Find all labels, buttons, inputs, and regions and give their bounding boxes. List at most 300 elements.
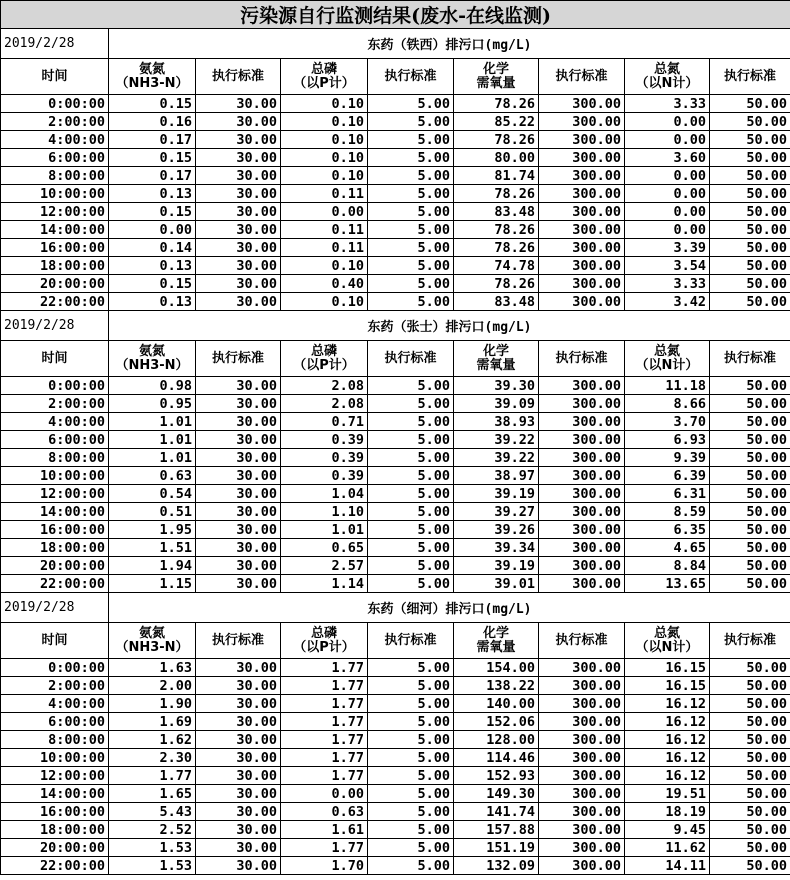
value-cell: 1.77 (281, 659, 368, 677)
table-row (1, 731, 790, 749)
value-cell: 50.00 (710, 677, 790, 695)
value-cell: 78.26 (454, 95, 539, 113)
value-cell: 50.00 (710, 575, 790, 593)
value-cell: 0.00 (625, 203, 710, 221)
value-cell: 5.00 (368, 659, 454, 677)
value-cell: 0.63 (281, 803, 368, 821)
value-cell: 39.01 (454, 575, 539, 593)
column-header: 执行标准 (539, 623, 625, 659)
value-cell: 30.00 (196, 293, 281, 311)
value-cell: 50.00 (710, 803, 790, 821)
value-cell: 30.00 (196, 749, 281, 767)
value-cell: 50.00 (710, 821, 790, 839)
value-cell: 30.00 (196, 731, 281, 749)
value-cell: 50.00 (710, 293, 790, 311)
value-cell: 50.00 (710, 431, 790, 449)
table-row (1, 131, 790, 149)
time-cell: 0:00:00 (1, 659, 109, 677)
value-cell: 50.00 (710, 377, 790, 395)
value-cell: 0.16 (109, 113, 196, 131)
column-header: 执行标准 (710, 59, 790, 95)
value-cell: 0.14 (109, 239, 196, 257)
time-cell: 2:00:00 (1, 677, 109, 695)
value-cell: 300.00 (539, 731, 625, 749)
table-row (1, 767, 790, 785)
value-cell: 30.00 (196, 557, 281, 575)
value-cell: 3.33 (625, 275, 710, 293)
value-cell: 0.00 (625, 221, 710, 239)
value-cell: 0.00 (625, 167, 710, 185)
value-cell: 50.00 (710, 785, 790, 803)
value-cell: 1.95 (109, 521, 196, 539)
value-cell: 50.00 (710, 275, 790, 293)
value-cell: 78.26 (454, 131, 539, 149)
time-cell: 16:00:00 (1, 521, 109, 539)
table-row (1, 203, 790, 221)
value-cell: 5.00 (368, 839, 454, 857)
value-cell: 50.00 (710, 395, 790, 413)
time-cell: 16:00:00 (1, 803, 109, 821)
value-cell: 6.39 (625, 467, 710, 485)
value-cell: 1.94 (109, 557, 196, 575)
value-cell: 50.00 (710, 167, 790, 185)
value-cell: 5.00 (368, 221, 454, 239)
value-cell: 0.39 (281, 431, 368, 449)
value-cell: 300.00 (539, 539, 625, 557)
value-cell: 0.10 (281, 149, 368, 167)
value-cell: 50.00 (710, 95, 790, 113)
column-header: 执行标准 (539, 341, 625, 377)
time-cell: 22:00:00 (1, 857, 109, 875)
value-cell: 5.00 (368, 557, 454, 575)
table-row (1, 749, 790, 767)
table-row (1, 785, 790, 803)
table-row (1, 557, 790, 575)
value-cell: 300.00 (539, 857, 625, 875)
value-cell: 78.26 (454, 239, 539, 257)
value-cell: 5.00 (368, 113, 454, 131)
value-cell: 1.01 (281, 521, 368, 539)
value-cell: 300.00 (539, 167, 625, 185)
value-cell: 0.13 (109, 257, 196, 275)
value-cell: 151.19 (454, 839, 539, 857)
value-cell: 13.65 (625, 575, 710, 593)
value-cell: 30.00 (196, 503, 281, 521)
value-cell: 3.54 (625, 257, 710, 275)
value-cell: 8.66 (625, 395, 710, 413)
value-cell: 6.93 (625, 431, 710, 449)
column-header: 化学 需氧量 (454, 341, 539, 377)
value-cell: 114.46 (454, 749, 539, 767)
value-cell: 30.00 (196, 95, 281, 113)
value-cell: 50.00 (710, 257, 790, 275)
value-cell: 78.26 (454, 221, 539, 239)
value-cell: 5.00 (368, 803, 454, 821)
value-cell: 30.00 (196, 767, 281, 785)
value-cell: 300.00 (539, 557, 625, 575)
value-cell: 1.01 (109, 413, 196, 431)
value-cell: 30.00 (196, 113, 281, 131)
section-date: 2019/2/28 (1, 593, 109, 623)
value-cell: 5.00 (368, 677, 454, 695)
value-cell: 0.54 (109, 485, 196, 503)
column-header: 时间 (1, 623, 109, 659)
table-row (1, 821, 790, 839)
value-cell: 5.00 (368, 767, 454, 785)
value-cell: 300.00 (539, 275, 625, 293)
value-cell: 30.00 (196, 203, 281, 221)
section-outlet: 东药（细河）排污口(mg/L) (109, 593, 790, 623)
value-cell: 50.00 (710, 239, 790, 257)
value-cell: 0.10 (281, 113, 368, 131)
value-cell: 5.00 (368, 185, 454, 203)
table-row (1, 239, 790, 257)
column-header: 总磷 （以P计） (281, 623, 368, 659)
value-cell: 30.00 (196, 431, 281, 449)
value-cell: 5.00 (368, 521, 454, 539)
column-header: 执行标准 (368, 623, 454, 659)
value-cell: 3.39 (625, 239, 710, 257)
time-cell: 18:00:00 (1, 821, 109, 839)
value-cell: 0.13 (109, 185, 196, 203)
value-cell: 50.00 (710, 467, 790, 485)
time-cell: 20:00:00 (1, 275, 109, 293)
value-cell: 16.12 (625, 767, 710, 785)
value-cell: 300.00 (539, 203, 625, 221)
value-cell: 300.00 (539, 185, 625, 203)
column-header-row (1, 623, 790, 659)
value-cell: 30.00 (196, 167, 281, 185)
table-row (1, 221, 790, 239)
table-row (1, 449, 790, 467)
value-cell: 74.78 (454, 257, 539, 275)
time-cell: 18:00:00 (1, 539, 109, 557)
value-cell: 5.00 (368, 257, 454, 275)
section-outlet: 东药（张士）排污口(mg/L) (109, 311, 790, 341)
value-cell: 152.06 (454, 713, 539, 731)
value-cell: 39.19 (454, 485, 539, 503)
value-cell: 300.00 (539, 431, 625, 449)
value-cell: 3.33 (625, 95, 710, 113)
value-cell: 30.00 (196, 821, 281, 839)
value-cell: 50.00 (710, 131, 790, 149)
value-cell: 1.77 (281, 677, 368, 695)
value-cell: 5.00 (368, 275, 454, 293)
value-cell: 5.00 (368, 785, 454, 803)
value-cell: 0.10 (281, 167, 368, 185)
value-cell: 5.00 (368, 95, 454, 113)
value-cell: 50.00 (710, 659, 790, 677)
time-cell: 4:00:00 (1, 413, 109, 431)
value-cell: 1.70 (281, 857, 368, 875)
time-cell: 4:00:00 (1, 131, 109, 149)
value-cell: 16.12 (625, 695, 710, 713)
table-row (1, 803, 790, 821)
value-cell: 0.10 (281, 131, 368, 149)
time-cell: 10:00:00 (1, 467, 109, 485)
value-cell: 30.00 (196, 185, 281, 203)
table-row (1, 695, 790, 713)
value-cell: 300.00 (539, 293, 625, 311)
value-cell: 1.53 (109, 839, 196, 857)
table-row (1, 521, 790, 539)
value-cell: 16.15 (625, 659, 710, 677)
value-cell: 300.00 (539, 413, 625, 431)
value-cell: 1.15 (109, 575, 196, 593)
time-cell: 20:00:00 (1, 839, 109, 857)
value-cell: 11.18 (625, 377, 710, 395)
value-cell: 1.77 (281, 731, 368, 749)
time-cell: 12:00:00 (1, 203, 109, 221)
value-cell: 5.00 (368, 713, 454, 731)
value-cell: 14.11 (625, 857, 710, 875)
value-cell: 300.00 (539, 149, 625, 167)
table-row (1, 149, 790, 167)
value-cell: 1.61 (281, 821, 368, 839)
table-row (1, 659, 790, 677)
value-cell: 5.00 (368, 575, 454, 593)
value-cell: 8.59 (625, 503, 710, 521)
value-cell: 0.51 (109, 503, 196, 521)
value-cell: 5.00 (368, 149, 454, 167)
value-cell: 0.13 (109, 293, 196, 311)
value-cell: 300.00 (539, 395, 625, 413)
value-cell: 5.00 (368, 167, 454, 185)
value-cell: 39.27 (454, 503, 539, 521)
value-cell: 30.00 (196, 449, 281, 467)
value-cell: 0.17 (109, 167, 196, 185)
value-cell: 50.00 (710, 503, 790, 521)
value-cell: 30.00 (196, 659, 281, 677)
column-header: 化学 需氧量 (454, 59, 539, 95)
value-cell: 19.51 (625, 785, 710, 803)
value-cell: 152.93 (454, 767, 539, 785)
time-cell: 6:00:00 (1, 149, 109, 167)
value-cell: 5.43 (109, 803, 196, 821)
value-cell: 5.00 (368, 749, 454, 767)
value-cell: 5.00 (368, 131, 454, 149)
value-cell: 0.71 (281, 413, 368, 431)
value-cell: 30.00 (196, 467, 281, 485)
value-cell: 0.00 (109, 221, 196, 239)
section-header-row (1, 593, 790, 623)
value-cell: 1.77 (109, 767, 196, 785)
value-cell: 39.22 (454, 431, 539, 449)
time-cell: 10:00:00 (1, 185, 109, 203)
value-cell: 30.00 (196, 677, 281, 695)
value-cell: 5.00 (368, 731, 454, 749)
section-date: 2019/2/28 (1, 311, 109, 341)
value-cell: 300.00 (539, 449, 625, 467)
value-cell: 1.90 (109, 695, 196, 713)
table-row (1, 167, 790, 185)
value-cell: 83.48 (454, 293, 539, 311)
value-cell: 39.22 (454, 449, 539, 467)
value-cell: 1.53 (109, 857, 196, 875)
value-cell: 18.19 (625, 803, 710, 821)
value-cell: 0.10 (281, 293, 368, 311)
value-cell: 300.00 (539, 695, 625, 713)
time-cell: 6:00:00 (1, 713, 109, 731)
value-cell: 30.00 (196, 839, 281, 857)
value-cell: 300.00 (539, 503, 625, 521)
value-cell: 0.15 (109, 149, 196, 167)
value-cell: 50.00 (710, 413, 790, 431)
value-cell: 50.00 (710, 767, 790, 785)
value-cell: 5.00 (368, 395, 454, 413)
column-header: 氨氮 （NH3-N） (109, 623, 196, 659)
value-cell: 38.93 (454, 413, 539, 431)
column-header: 执行标准 (710, 623, 790, 659)
value-cell: 38.97 (454, 467, 539, 485)
value-cell: 300.00 (539, 677, 625, 695)
value-cell: 128.00 (454, 731, 539, 749)
value-cell: 50.00 (710, 485, 790, 503)
value-cell: 30.00 (196, 539, 281, 557)
value-cell: 30.00 (196, 221, 281, 239)
value-cell: 1.77 (281, 767, 368, 785)
value-cell: 83.48 (454, 203, 539, 221)
table-row (1, 857, 790, 875)
value-cell: 0.15 (109, 275, 196, 293)
value-cell: 1.63 (109, 659, 196, 677)
value-cell: 0.00 (625, 113, 710, 131)
value-cell: 50.00 (710, 749, 790, 767)
value-cell: 5.00 (368, 485, 454, 503)
value-cell: 0.39 (281, 449, 368, 467)
value-cell: 1.04 (281, 485, 368, 503)
column-header: 时间 (1, 59, 109, 95)
value-cell: 300.00 (539, 785, 625, 803)
time-cell: 18:00:00 (1, 257, 109, 275)
time-cell: 14:00:00 (1, 503, 109, 521)
table-row (1, 377, 790, 395)
value-cell: 9.39 (625, 449, 710, 467)
value-cell: 1.77 (281, 749, 368, 767)
value-cell: 0.65 (281, 539, 368, 557)
table-row (1, 467, 790, 485)
table-body (1, 1, 790, 875)
value-cell: 300.00 (539, 521, 625, 539)
table-row (1, 95, 790, 113)
value-cell: 16.12 (625, 731, 710, 749)
table-row (1, 539, 790, 557)
value-cell: 50.00 (710, 113, 790, 131)
value-cell: 0.15 (109, 203, 196, 221)
value-cell: 50.00 (710, 185, 790, 203)
value-cell: 30.00 (196, 521, 281, 539)
value-cell: 0.15 (109, 95, 196, 113)
value-cell: 30.00 (196, 377, 281, 395)
value-cell: 300.00 (539, 821, 625, 839)
value-cell: 50.00 (710, 731, 790, 749)
time-cell: 14:00:00 (1, 221, 109, 239)
value-cell: 30.00 (196, 275, 281, 293)
value-cell: 2.08 (281, 377, 368, 395)
value-cell: 0.95 (109, 395, 196, 413)
value-cell: 78.26 (454, 275, 539, 293)
value-cell: 1.14 (281, 575, 368, 593)
value-cell: 50.00 (710, 857, 790, 875)
value-cell: 50.00 (710, 521, 790, 539)
value-cell: 30.00 (196, 131, 281, 149)
value-cell: 300.00 (539, 377, 625, 395)
value-cell: 0.10 (281, 257, 368, 275)
table-row (1, 257, 790, 275)
column-header: 氨氮 （NH3-N） (109, 59, 196, 95)
value-cell: 16.12 (625, 749, 710, 767)
time-cell: 8:00:00 (1, 449, 109, 467)
value-cell: 149.30 (454, 785, 539, 803)
time-cell: 0:00:00 (1, 377, 109, 395)
value-cell: 1.51 (109, 539, 196, 557)
value-cell: 50.00 (710, 539, 790, 557)
column-header: 执行标准 (196, 59, 281, 95)
value-cell: 1.77 (281, 695, 368, 713)
table-row (1, 713, 790, 731)
value-cell: 0.00 (281, 785, 368, 803)
value-cell: 5.00 (368, 377, 454, 395)
time-cell: 20:00:00 (1, 557, 109, 575)
value-cell: 2.57 (281, 557, 368, 575)
value-cell: 85.22 (454, 113, 539, 131)
value-cell: 300.00 (539, 131, 625, 149)
time-cell: 12:00:00 (1, 485, 109, 503)
value-cell: 30.00 (196, 257, 281, 275)
value-cell: 300.00 (539, 485, 625, 503)
table-row (1, 395, 790, 413)
value-cell: 2.08 (281, 395, 368, 413)
column-header: 执行标准 (710, 341, 790, 377)
column-header: 总氮 （以N计） (625, 341, 710, 377)
value-cell: 30.00 (196, 575, 281, 593)
column-header: 执行标准 (196, 341, 281, 377)
time-cell: 8:00:00 (1, 731, 109, 749)
value-cell: 50.00 (710, 839, 790, 857)
value-cell: 1.01 (109, 431, 196, 449)
value-cell: 30.00 (196, 395, 281, 413)
time-cell: 8:00:00 (1, 167, 109, 185)
value-cell: 5.00 (368, 449, 454, 467)
value-cell: 3.42 (625, 293, 710, 311)
value-cell: 1.65 (109, 785, 196, 803)
column-header: 总氮 （以N计） (625, 59, 710, 95)
time-cell: 4:00:00 (1, 695, 109, 713)
value-cell: 30.00 (196, 695, 281, 713)
value-cell: 0.10 (281, 95, 368, 113)
value-cell: 30.00 (196, 803, 281, 821)
value-cell: 140.00 (454, 695, 539, 713)
value-cell: 0.98 (109, 377, 196, 395)
value-cell: 141.74 (454, 803, 539, 821)
table-row (1, 575, 790, 593)
value-cell: 39.26 (454, 521, 539, 539)
value-cell: 16.15 (625, 677, 710, 695)
value-cell: 2.52 (109, 821, 196, 839)
value-cell: 39.34 (454, 539, 539, 557)
time-cell: 2:00:00 (1, 395, 109, 413)
value-cell: 2.00 (109, 677, 196, 695)
value-cell: 50.00 (710, 557, 790, 575)
value-cell: 5.00 (368, 695, 454, 713)
table-row (1, 113, 790, 131)
value-cell: 300.00 (539, 113, 625, 131)
value-cell: 50.00 (710, 449, 790, 467)
column-header: 氨氮 （NH3-N） (109, 341, 196, 377)
value-cell: 0.11 (281, 239, 368, 257)
value-cell: 300.00 (539, 467, 625, 485)
table-row (1, 485, 790, 503)
